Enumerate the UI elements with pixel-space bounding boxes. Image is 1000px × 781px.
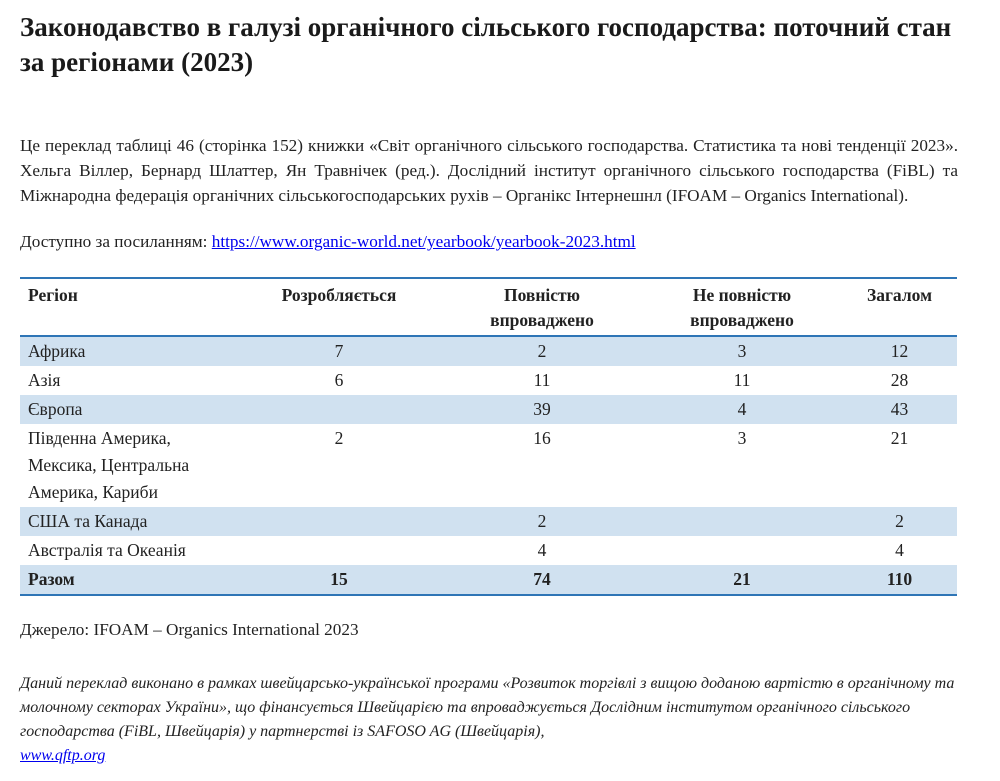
total-row (20, 565, 957, 595)
qftp-link[interactable]: www.qftp.org (20, 747, 106, 764)
region-cell: Південна Америка, Мексика, Центральна Америка, Кариби (28, 428, 190, 502)
value-cell (642, 507, 842, 536)
table-row (20, 366, 957, 395)
table-row (20, 424, 957, 507)
value-cell: 39 (442, 395, 642, 424)
col-header-in-development: Розробляється (236, 278, 442, 336)
col-header-not-fully-implemented: Не повністю впроваджено (642, 278, 842, 336)
col-header-fully-implemented: Повністю впроваджено (442, 278, 642, 336)
region-cell: Африка (20, 336, 236, 366)
value-cell: 2 (334, 428, 344, 448)
value-cell: 3 (642, 336, 842, 366)
value-cell: 6 (334, 370, 344, 390)
value-cell: 12 (842, 336, 957, 366)
value-cell: 15 (236, 565, 442, 595)
value-cell: 11 (733, 370, 751, 390)
value-cell (642, 536, 842, 565)
col-header-total: Загалом (842, 278, 957, 336)
table-row (20, 507, 957, 536)
region-cell: Разом (20, 565, 236, 595)
value-cell: 28 (890, 370, 909, 390)
region-cell: Європа (20, 395, 236, 424)
value-cell: 2 (442, 336, 642, 366)
legislation-table (20, 277, 957, 596)
note-text: Даний переклад виконано в рамках швейцарсько-української програми «Розвиток торгівлі з вищою доданою вартістю в органічному та молочному секторах України», що фінансується Швейцарією та впроваджується Дослідним інститутом органічного сільського господарства (FiBL, Швейцарія) у партнерстві із SAFOSO AG (Швейцарія), (20, 675, 955, 740)
table-row (20, 336, 957, 366)
page-title: Законодавство в галузі органічного сільського господарства: поточний стан за регіонами (2023) (20, 12, 952, 77)
value-cell (236, 395, 442, 424)
value-cell: 21 (890, 428, 909, 448)
value-cell: 11 (533, 370, 551, 390)
source-line: Джерело: IFOAM – Organics International 2023 (20, 620, 359, 639)
value-cell: 21 (642, 565, 842, 595)
table-row (20, 536, 957, 565)
value-cell: 74 (442, 565, 642, 595)
value-cell: 16 (533, 428, 551, 448)
yearbook-link[interactable]: https://www.organic-world.net/yearbook/yearbook-2023.html (211, 232, 636, 251)
value-cell (236, 536, 442, 565)
col-header-region: Регіон (20, 278, 236, 336)
region-cell: Австралія та Океанія (28, 540, 186, 560)
table-header-row (20, 278, 957, 336)
value-cell: 4 (895, 540, 904, 560)
value-cell: 2 (842, 507, 957, 536)
value-cell: 43 (842, 395, 957, 424)
intro-paragraph: Це переклад таблиці 46 (сторінка 152) книжки «Світ органічного сільського господарства. Статистика та нові тенденції 2023». Хельга Віллер, Бернард Шлаттер, Ян Травнічек (ред.). Дослідний інститут органічного сільського господарства (FiBL) та Міжнародна федерація органічних сільськогосподарських рухів – Органікс Інтернешнл (IFOAM – Organics International). (20, 136, 958, 205)
region-cell: Азія (28, 370, 61, 390)
value-cell: 2 (442, 507, 642, 536)
value-cell (236, 507, 442, 536)
value-cell: 110 (842, 565, 957, 595)
table-row (20, 395, 957, 424)
value-cell: 4 (642, 395, 842, 424)
region-cell: США та Канада (20, 507, 236, 536)
value-cell: 7 (236, 336, 442, 366)
translation-note (20, 672, 960, 768)
access-line (20, 232, 636, 252)
value-cell: 4 (537, 540, 547, 560)
value-cell: 3 (737, 428, 747, 448)
access-label: Доступно за посиланням: (20, 232, 212, 251)
